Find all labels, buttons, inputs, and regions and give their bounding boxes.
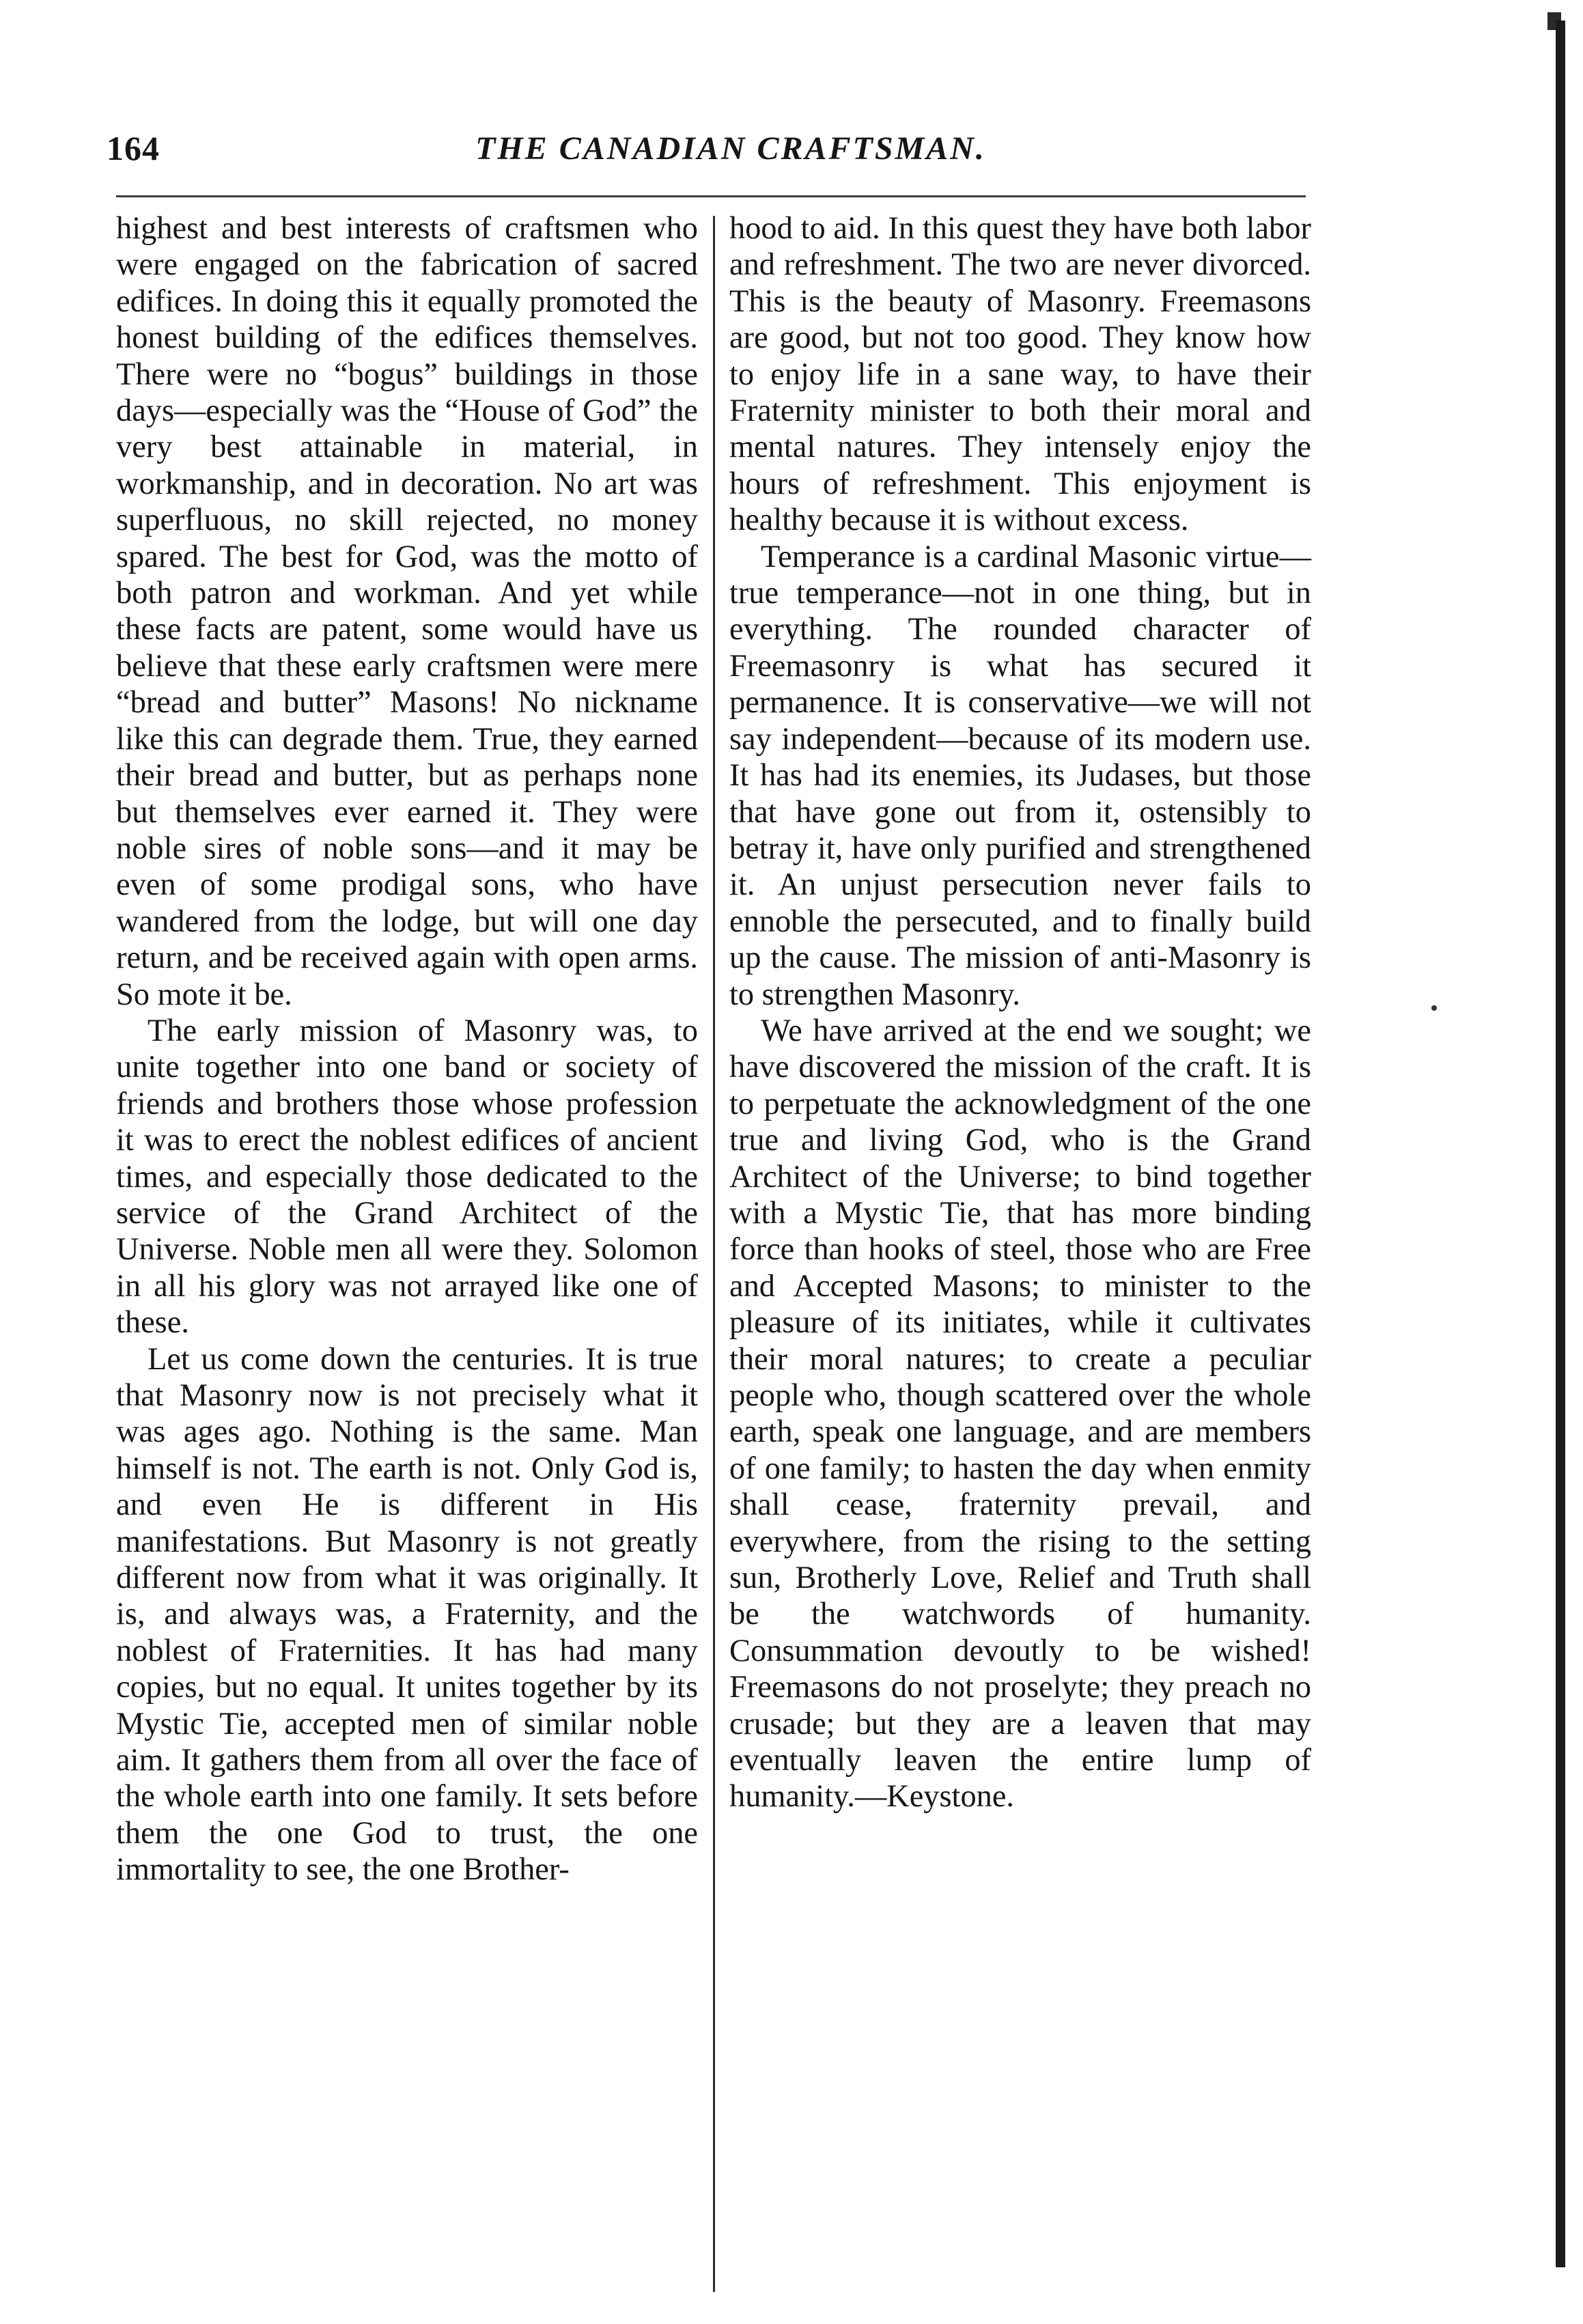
left-paragraph-1: highest and best interests of craftsmen who were engaged on the fabrication of sacred edifices. In doing this it equally promoted the honest building of the edifices themselves. There were no “bogus” buildings in those days—especially was the “House of God” the very best attainable in material, in workmanship, and in decoration. No art was superfluous, no skill rejected, no money spared. The best for God, was the motto of both patron and workman. And yet while these facts are patent, some would have us believe that these early craftsmen were mere “bread and butter” Masons! No nickname like this can degrade them. True, they earned their bread and butter, but as perhaps none but themselves ever earned it. They were noble sires of noble sons—and it may be even of some prodigal sons, who have wandered from the lodge, but will one day return, and be received again with open arms. So mote it be. — [116, 211, 698, 1012]
right-paragraph-3: We have arrived at the end we sought; we have discovered the mission of the craft. It is to perpetuate the acknowledgment of the one true and living God, who is the Grand Architect of the Universe; to bind together with a Mystic Tie, that has more binding force than hooks of steel, those who are Free and Accepted Masons; to minister to the pleasure of its initiates, while it cultivates their moral natures; to create a peculiar people who, though scattered over the whole earth, speak one language, and are members of one family; to hasten the day when enmity shall cease, fraternity prevail, and everywhere, from the rising to the setting sun, Brotherly Love, Relief and Truth shall be the watchwords of humanity. Consummation devoutly to be wished! Freemasons do not proselyte; they preach no crusade; but they are a leaven that may eventually leaven the entire lump of humanity.—Keystone. — [729, 1013, 1311, 1815]
right-paragraph-2: Temperance is a cardinal Masonic virtue—true temperance—not in one thing, but in everything. The rounded character of Freemasonry is what has secured it permanence. It is conservative—we will not say independent—because of its modern use. It has had its enemies, its Judases, but those that have gone out from it, ostensibly to betray it, have only purified and strengthened it. An unjust persecution never fails to ennoble the persecuted, and to finally build up the cause. The mission of anti-Masonry is to strengthen Masonry. — [729, 539, 1311, 1012]
left-paragraph-3: Let us come down the centuries. It is true that Masonry now is not precisely what it was ages ago. Nothing is the same. Man himself is not. The earth is not. Only God is, and even He is different in His manifestations. But Masonry is not greatly different now from what it was originally. It is, and always was, a Fraternity, and the noblest of Fraternities. It has had many copies, but no equal. It unites together by its Mystic Tie, accepted men of similar noble aim. It gathers them from all over the face of the whole earth into one family. It sets before them the one God to trust, the one immortality to see, the one Brother- — [116, 1341, 698, 1888]
column-divider — [713, 216, 715, 2292]
right-paragraph-1: hood to aid. In this quest they have both labor and refreshment. The two are never divorced. This is the beauty of Masonry. Freemasons are good, but not too good. They know how to enjoy life in a sane way, to have their Fraternity minister to both their moral and mental natures. They intensely enjoy the hours of refreshment. This enjoyment is healthy because it is without excess. — [729, 211, 1311, 538]
scan-speck — [1431, 1005, 1437, 1011]
running-title: THE CANADIAN CRAFTSMAN. — [475, 130, 986, 167]
right-column — [729, 210, 1311, 1815]
left-column — [116, 210, 698, 1888]
scan-edge-bar — [1556, 20, 1565, 2267]
page-number: 164 — [107, 129, 160, 167]
header-rule — [116, 195, 1306, 197]
left-paragraph-2: The early mission of Masonry was, to unite together into one band or society of friends and brothers those whose profession it was to erect the noblest edifices of ancient times, and especially those dedicated to the service of the Grand Architect of the Universe. Noble men all were they. Solomon in all his glory was not arrayed like one of these. — [116, 1013, 698, 1341]
